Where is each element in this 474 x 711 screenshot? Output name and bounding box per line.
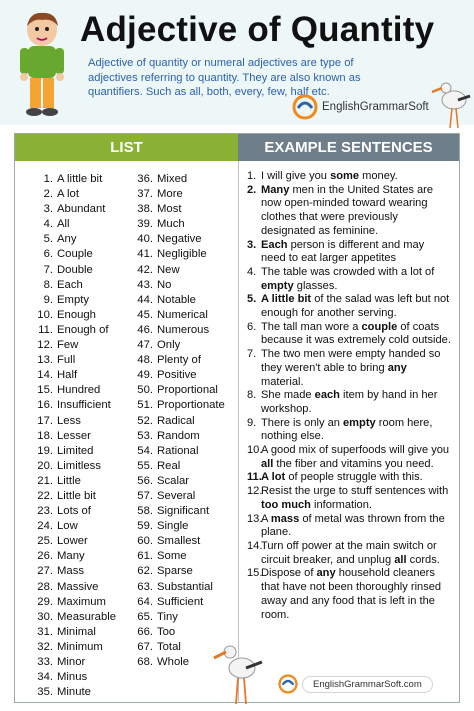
list-item bbox=[133, 383, 225, 398]
list-item bbox=[133, 338, 225, 353]
sentence-text: person is different and may need to eat larger appetites bbox=[261, 238, 425, 265]
list-item-number: 7. bbox=[43, 263, 53, 276]
list-item-word: More bbox=[157, 188, 183, 201]
list-item-number: 64. bbox=[137, 595, 153, 608]
intro-text: Adjective of quantity or numeral adjectives are type of adjectives referring to quantity. They are also known as quantifiers. Such as all, both, every, few, half etc. bbox=[88, 57, 361, 98]
list-item-number: 48. bbox=[137, 354, 153, 367]
list-item-number: 17. bbox=[37, 414, 53, 427]
list-item-word: Empty bbox=[57, 293, 90, 306]
sentence-text: A bbox=[261, 512, 271, 525]
list-item-number: 28. bbox=[37, 580, 53, 593]
example-sentence bbox=[247, 485, 451, 512]
list-item bbox=[33, 640, 116, 655]
list-item-word: Lesser bbox=[57, 429, 91, 442]
list-item bbox=[33, 232, 116, 247]
list-item bbox=[33, 323, 116, 338]
list-item bbox=[33, 459, 116, 474]
sentence-text: She made bbox=[261, 389, 315, 402]
list-item-word: Massive bbox=[57, 580, 99, 593]
example-sentence bbox=[247, 348, 451, 389]
list-item-word: Proportionate bbox=[157, 399, 225, 412]
list-item-number: 62. bbox=[137, 565, 153, 578]
list-item-number: 32. bbox=[37, 640, 53, 653]
sentence-text: item by hand in her workshop. bbox=[261, 389, 438, 415]
quantity-word: some bbox=[330, 170, 360, 182]
example-sentence bbox=[247, 184, 451, 239]
list-item-number: 6. bbox=[43, 248, 53, 261]
list-item bbox=[133, 368, 225, 383]
list-item-number: 51. bbox=[137, 399, 153, 412]
example-sentence bbox=[247, 266, 451, 293]
list-item-word: Many bbox=[57, 550, 85, 563]
brand-logo bbox=[292, 94, 429, 120]
list-item bbox=[133, 459, 225, 474]
list-item bbox=[33, 263, 116, 278]
list-item-word: Abundant bbox=[57, 203, 106, 216]
example-sentence bbox=[247, 444, 451, 471]
list-item-word: Insufficient bbox=[57, 399, 111, 412]
list-item-number: 8. bbox=[43, 278, 53, 291]
list-item-number: 49. bbox=[137, 369, 153, 382]
example-number: 7. bbox=[247, 348, 257, 361]
list-item-number: 20. bbox=[37, 459, 53, 472]
example-number: 13. bbox=[247, 512, 263, 525]
list-item bbox=[33, 353, 116, 368]
list-item-number: 25. bbox=[37, 535, 53, 548]
list-item bbox=[33, 383, 116, 398]
example-sentence bbox=[247, 540, 451, 567]
list-item-number: 45. bbox=[137, 308, 153, 321]
list-item-word: Less bbox=[57, 414, 81, 427]
list-item bbox=[33, 444, 116, 459]
brand-logo-icon bbox=[278, 674, 298, 694]
list-item-number: 34. bbox=[37, 671, 53, 684]
list-item bbox=[33, 217, 116, 232]
list-item-word: Single bbox=[157, 520, 189, 533]
list-item bbox=[33, 610, 116, 625]
list-item-word: Random bbox=[157, 429, 200, 442]
list-item-number: 68. bbox=[137, 656, 153, 668]
list-item-number: 27. bbox=[37, 565, 53, 578]
list-item-word: Minus bbox=[57, 671, 88, 684]
header-banner bbox=[0, 0, 474, 125]
sentence-text: Resist the urge to stuff sentences with bbox=[261, 485, 449, 498]
sentence-text: The two men were empty handed so they weren't able to bring bbox=[261, 348, 441, 374]
list-item-word: Half bbox=[57, 369, 78, 382]
quantity-word: all bbox=[394, 553, 407, 566]
list-item bbox=[133, 414, 225, 429]
list-item-word: No bbox=[157, 278, 172, 291]
list-item-number: 16. bbox=[37, 399, 53, 412]
list-item-number: 47. bbox=[137, 339, 153, 352]
sentence-text: of the salad was left but not enough for another serving. bbox=[261, 293, 450, 320]
sentence-text: household cleaners that have not been thoroughly rinsed away and any food that is left in the room. bbox=[261, 567, 442, 621]
list-item bbox=[33, 670, 116, 685]
word-list-column-2 bbox=[133, 172, 225, 670]
list-item bbox=[133, 429, 225, 444]
example-sentence bbox=[247, 293, 451, 320]
brand-name: EnglishGrammarSoft bbox=[322, 101, 429, 113]
list-item-number: 60. bbox=[137, 535, 153, 548]
example-sentence bbox=[247, 513, 451, 540]
example-sentence bbox=[247, 389, 451, 416]
quantity-word: A little bit bbox=[261, 293, 312, 306]
list-item bbox=[133, 534, 225, 549]
example-sentence bbox=[247, 417, 451, 444]
sentence-text: information. bbox=[310, 498, 372, 511]
list-item-number: 22. bbox=[37, 489, 53, 502]
list-item bbox=[33, 625, 116, 640]
list-item-number: 5. bbox=[43, 233, 53, 246]
example-number: 4. bbox=[247, 265, 257, 278]
list-item bbox=[133, 610, 225, 625]
list-item-word: Whole bbox=[157, 656, 190, 668]
list-item-number: 31. bbox=[37, 625, 53, 638]
list-item-number: 9. bbox=[43, 293, 53, 306]
boy-illustration-icon bbox=[12, 8, 72, 120]
examples-heading: EXAMPLE SENTENCES bbox=[238, 134, 459, 161]
list-item-word: Mass bbox=[57, 565, 84, 578]
quantity-word: any bbox=[316, 567, 336, 580]
column-divider bbox=[238, 161, 239, 702]
quantity-word: too much bbox=[261, 498, 311, 511]
list-item-number: 67. bbox=[137, 640, 153, 653]
list-item bbox=[33, 293, 116, 308]
list-item-word: Enough bbox=[57, 308, 96, 321]
example-sentence bbox=[247, 567, 451, 622]
list-item bbox=[33, 429, 116, 444]
list-item bbox=[133, 308, 225, 323]
list-item-number: 29. bbox=[37, 595, 53, 608]
quantity-word: couple bbox=[361, 320, 398, 333]
list-item bbox=[33, 187, 116, 202]
sentence-text: of people struggle with this. bbox=[285, 471, 423, 484]
list-item-word: Most bbox=[157, 203, 182, 216]
list-item-word: Negligible bbox=[157, 248, 207, 261]
word-list-column-1 bbox=[33, 172, 116, 700]
sentence-text: A good mix of superfoods will give you bbox=[261, 444, 450, 457]
list-item-number: 42. bbox=[137, 263, 153, 276]
list-item-word: Positive bbox=[157, 369, 197, 382]
list-item-word: Little bit bbox=[57, 489, 96, 502]
list-item-word: A lot bbox=[57, 188, 79, 201]
brand-logo-icon bbox=[292, 94, 318, 120]
list-item-word: Measurable bbox=[57, 610, 117, 623]
list-item bbox=[133, 232, 225, 247]
stork-illustration-icon bbox=[428, 78, 474, 130]
list-item-word: Minor bbox=[57, 656, 86, 668]
example-number: 11. bbox=[247, 471, 262, 484]
list-item-number: 13. bbox=[37, 354, 53, 367]
list-item-number: 12. bbox=[37, 339, 53, 352]
list-item bbox=[133, 247, 225, 262]
list-item bbox=[33, 202, 116, 217]
quantity-word: all bbox=[261, 457, 274, 470]
list-item-word: Rational bbox=[157, 444, 199, 457]
list-item-number: 55. bbox=[137, 459, 153, 472]
quantity-word: Many bbox=[261, 183, 290, 196]
list-item bbox=[133, 580, 225, 595]
sentence-text: The table was crowded with a lot of bbox=[261, 265, 435, 278]
sentence-text: of coats because it was extremely cold outside. bbox=[261, 320, 451, 347]
list-item-word: Enough of bbox=[57, 323, 109, 336]
list-item bbox=[133, 474, 225, 489]
sentence-text: of metal was thrown from the plane. bbox=[261, 512, 445, 539]
content-panel bbox=[14, 133, 460, 703]
list-item bbox=[33, 504, 116, 519]
list-item bbox=[33, 595, 116, 610]
example-number: 10. bbox=[247, 444, 263, 457]
list-item-number: 35. bbox=[37, 686, 53, 699]
list-item bbox=[133, 444, 225, 459]
list-item bbox=[33, 398, 116, 413]
list-item bbox=[33, 308, 116, 323]
list-item-number: 21. bbox=[37, 474, 53, 487]
list-item-number: 23. bbox=[37, 505, 53, 518]
list-item bbox=[133, 519, 225, 534]
list-item bbox=[33, 172, 116, 187]
list-item bbox=[33, 564, 116, 579]
stork-illustration-icon bbox=[212, 638, 266, 706]
example-number: 1. bbox=[247, 170, 257, 182]
list-item bbox=[33, 414, 116, 429]
list-item bbox=[133, 172, 225, 187]
list-item bbox=[133, 202, 225, 217]
list-item-word: Couple bbox=[57, 248, 93, 261]
sentence-text: money. bbox=[359, 170, 398, 182]
list-item-number: 66. bbox=[137, 625, 153, 638]
list-item-number: 58. bbox=[137, 505, 153, 518]
list-item-number: 11. bbox=[38, 323, 53, 336]
list-item-word: Plenty of bbox=[157, 354, 201, 367]
list-item-word: Lots of bbox=[57, 505, 91, 518]
example-sentence bbox=[247, 239, 451, 266]
sentence-text: There is only an bbox=[261, 416, 344, 429]
list-item bbox=[133, 549, 225, 564]
list-item-word: Notable bbox=[157, 293, 196, 306]
list-item-number: 30. bbox=[37, 610, 53, 623]
list-item-number: 57. bbox=[137, 489, 153, 502]
list-item-number: 1. bbox=[43, 173, 53, 185]
list-item bbox=[33, 655, 116, 670]
list-item-word: Too bbox=[157, 625, 176, 638]
sentence-text: room here, nothing else. bbox=[261, 416, 433, 443]
list-item-word: Real bbox=[157, 459, 181, 472]
list-item-word: Hundred bbox=[57, 384, 101, 397]
example-number: 8. bbox=[247, 389, 257, 402]
list-item-number: 40. bbox=[137, 233, 153, 246]
list-item bbox=[33, 685, 116, 700]
list-item-word: Little bbox=[57, 474, 81, 487]
list-item-word: Any bbox=[57, 233, 77, 246]
list-item-word: Minute bbox=[57, 686, 91, 699]
page-title: Adjective of Quantity bbox=[80, 10, 435, 49]
quantity-word: Each bbox=[261, 238, 288, 251]
list-item-word: A little bit bbox=[57, 173, 103, 185]
list-item-word: Double bbox=[57, 263, 93, 276]
list-item-number: 53. bbox=[137, 429, 153, 442]
list-item bbox=[33, 278, 116, 293]
list-item-word: Few bbox=[57, 339, 79, 352]
list-item-number: 3. bbox=[43, 203, 53, 216]
list-item-word: Some bbox=[157, 550, 187, 563]
list-item-number: 56. bbox=[137, 474, 153, 487]
list-item bbox=[33, 549, 116, 564]
list-item-word: Mixed bbox=[157, 173, 188, 185]
list-item bbox=[133, 353, 225, 368]
list-item bbox=[133, 217, 225, 232]
sentence-text: Dispose of bbox=[261, 567, 317, 580]
list-item bbox=[33, 338, 116, 353]
list-item-word: Numerous bbox=[157, 323, 210, 336]
list-item-number: 50. bbox=[137, 384, 153, 397]
example-number: 14. bbox=[247, 539, 263, 552]
list-item bbox=[33, 489, 116, 504]
list-item bbox=[133, 323, 225, 338]
list-item-number: 19. bbox=[37, 444, 53, 457]
list-item-word: New bbox=[157, 263, 180, 276]
example-sentence bbox=[247, 471, 451, 485]
list-item-word: Lower bbox=[57, 535, 88, 548]
list-item-word: Maximum bbox=[57, 595, 106, 608]
list-item bbox=[33, 474, 116, 489]
list-item bbox=[133, 263, 225, 278]
list-item-number: 15. bbox=[37, 384, 53, 397]
list-item-word: Smallest bbox=[157, 535, 201, 548]
sentence-text: men in the United States are now open-minded toward wearing clothes that were previously designated as feminine. bbox=[261, 183, 434, 237]
list-item-number: 43. bbox=[137, 278, 153, 291]
quantity-word: A lot bbox=[261, 471, 286, 484]
list-item-number: 46. bbox=[137, 323, 153, 336]
quantity-word: each bbox=[314, 389, 340, 402]
list-item-number: 61. bbox=[137, 550, 153, 563]
list-item bbox=[133, 489, 225, 504]
list-item bbox=[33, 580, 116, 595]
list-item-number: 24. bbox=[37, 520, 53, 533]
list-heading: LIST bbox=[15, 134, 238, 161]
list-item-word: Numerical bbox=[157, 308, 208, 321]
list-item-word: Radical bbox=[157, 414, 195, 427]
sentence-text: I will give you bbox=[261, 170, 331, 182]
list-item-number: 54. bbox=[137, 444, 153, 457]
list-item-word: All bbox=[57, 218, 70, 231]
footer-brand bbox=[278, 674, 433, 694]
list-item bbox=[33, 534, 116, 549]
list-item-number: 52. bbox=[137, 414, 153, 427]
list-item bbox=[33, 247, 116, 262]
example-sentences-list bbox=[247, 170, 451, 622]
list-item-number: 44. bbox=[137, 293, 153, 306]
quantity-word: empty bbox=[261, 279, 294, 292]
sentence-text: Turn off power at the main switch or circuit breaker, and unplug bbox=[261, 539, 437, 566]
list-item-word: Limitless bbox=[57, 459, 101, 472]
list-item-number: 39. bbox=[137, 218, 153, 231]
example-number: 15. bbox=[247, 567, 263, 580]
list-item-word: Low bbox=[57, 520, 78, 533]
list-item bbox=[33, 368, 116, 383]
list-item-number: 4. bbox=[43, 218, 53, 231]
list-item bbox=[133, 564, 225, 579]
sentence-text: glasses. bbox=[293, 279, 338, 292]
list-item bbox=[133, 293, 225, 308]
list-item-number: 37. bbox=[137, 188, 153, 201]
list-item bbox=[33, 519, 116, 534]
list-item-number: 10. bbox=[37, 308, 53, 321]
list-item-word: Significant bbox=[157, 505, 210, 518]
list-item-word: Sufficient bbox=[157, 595, 204, 608]
sentence-text: The tall man wore a bbox=[261, 320, 362, 333]
list-item-word: Full bbox=[57, 354, 76, 367]
list-item-number: 14. bbox=[37, 369, 53, 382]
list-item-word: Total bbox=[157, 640, 181, 653]
list-item-word: Negative bbox=[157, 233, 202, 246]
list-item-word: Sparse bbox=[157, 565, 193, 578]
list-item bbox=[133, 398, 225, 413]
list-item-number: 33. bbox=[37, 656, 53, 668]
list-item-word: Minimum bbox=[57, 640, 103, 653]
example-sentence bbox=[247, 170, 451, 184]
example-number: 12. bbox=[247, 485, 263, 498]
list-item-word: Scalar bbox=[157, 474, 190, 487]
example-number: 9. bbox=[247, 416, 257, 429]
list-item-number: 41. bbox=[137, 248, 153, 261]
list-item-number: 65. bbox=[137, 610, 153, 623]
example-number: 3. bbox=[247, 238, 257, 251]
sentence-text: material. bbox=[261, 375, 304, 388]
list-item-word: Limited bbox=[57, 444, 94, 457]
list-item-word: Minimal bbox=[57, 625, 96, 638]
list-item-number: 2. bbox=[43, 188, 53, 201]
list-item bbox=[133, 278, 225, 293]
list-item-word: Substantial bbox=[157, 580, 213, 593]
list-item-number: 63. bbox=[137, 580, 153, 593]
quantity-word: any bbox=[387, 361, 407, 374]
footer-brand-link[interactable]: EnglishGrammarSoft.com bbox=[302, 676, 433, 693]
list-item bbox=[133, 187, 225, 202]
list-item-word: Only bbox=[157, 339, 181, 352]
list-item-number: 18. bbox=[37, 429, 53, 442]
example-number: 5. bbox=[247, 293, 257, 306]
list-item bbox=[133, 504, 225, 519]
list-item-number: 36. bbox=[137, 173, 153, 185]
quantity-word: mass bbox=[270, 512, 300, 525]
example-sentence bbox=[247, 321, 451, 348]
list-item-number: 59. bbox=[137, 520, 153, 533]
quantity-word: empty bbox=[343, 416, 376, 429]
list-item-word: Much bbox=[157, 218, 185, 231]
list-item-word: Several bbox=[157, 489, 196, 502]
list-item-word: Proportional bbox=[157, 384, 218, 397]
sentence-text: cords. bbox=[406, 553, 440, 566]
example-number: 2. bbox=[247, 183, 257, 196]
sentence-text: the fiber and vitamins you need. bbox=[273, 457, 434, 470]
example-number: 6. bbox=[247, 320, 257, 333]
list-item bbox=[133, 595, 225, 610]
list-item-number: 26. bbox=[37, 550, 53, 563]
list-item-word: Each bbox=[57, 278, 83, 291]
list-item-number: 38. bbox=[137, 203, 153, 216]
list-item-word: Tiny bbox=[157, 610, 178, 623]
